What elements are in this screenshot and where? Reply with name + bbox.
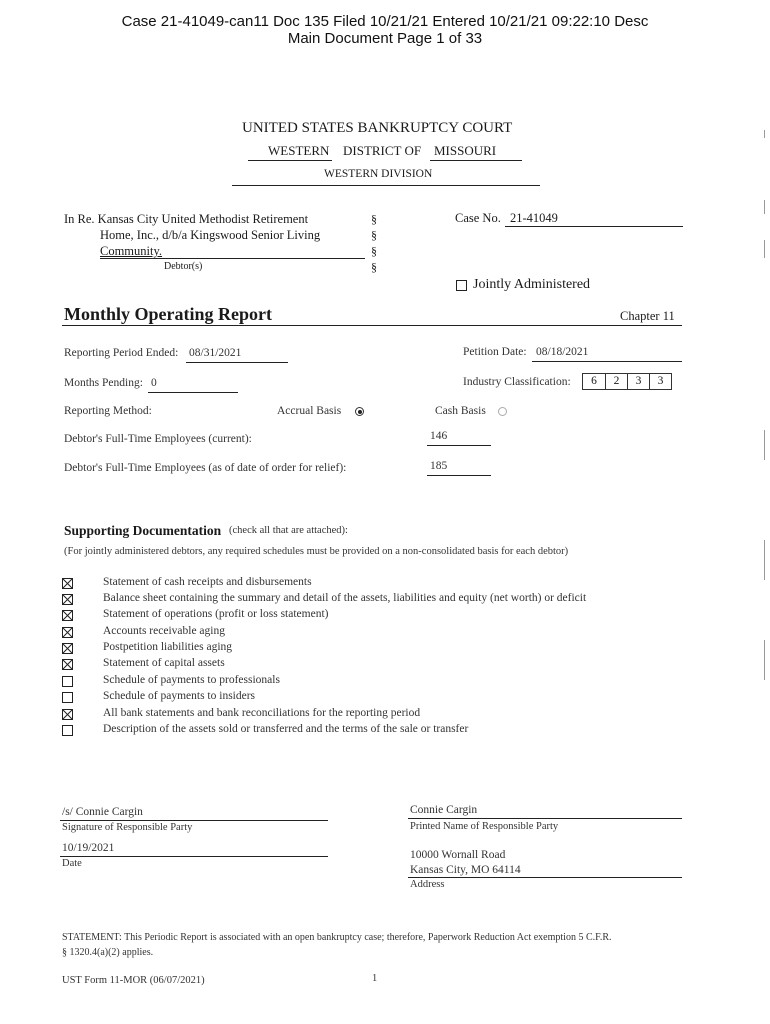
section-symbol-2: § — [371, 228, 377, 242]
checklist-item-label: All bank statements and bank reconciliations for the reporting period — [103, 707, 421, 719]
district-label: DISTRICT OF — [343, 143, 422, 158]
form-id: UST Form 11-MOR (06/07/2021) — [62, 975, 205, 986]
method-label: Reporting Method: — [64, 405, 152, 417]
jointly-administered-label: Jointly Administered — [473, 277, 591, 292]
industry-digit-2: 2 — [605, 374, 627, 389]
checklist-checkbox[interactable] — [62, 725, 73, 736]
debtor-name-line2: Home, Inc., d/b/a Kingswood Senior Living — [100, 228, 321, 242]
ft-relief-underline — [427, 475, 491, 476]
ft-relief-value: 185 — [430, 460, 448, 472]
checklist-checkbox[interactable] — [62, 594, 73, 605]
period-value: 08/31/2021 — [189, 347, 242, 359]
scan-mark — [764, 540, 765, 580]
page-number: 1 — [372, 973, 378, 984]
cash-radio[interactable] — [498, 407, 507, 416]
section-symbol-4: § — [371, 260, 377, 274]
debtor-name-line3: Community. — [100, 244, 163, 258]
industry-digit-4: 3 — [649, 374, 671, 389]
scan-mark — [764, 240, 765, 258]
checklist-checkbox[interactable] — [62, 610, 73, 621]
jointly-administered-checkbox[interactable] — [456, 280, 467, 291]
months-underline — [148, 392, 238, 393]
district-name: WESTERN — [268, 143, 330, 158]
scan-mark — [764, 200, 765, 214]
statement-line1: STATEMENT: This Periodic Report is associated with an open bankruptcy case; therefore, Paperwork Reduction Act exemption 5 C.F.R. — [62, 932, 612, 943]
checklist-checkbox[interactable] — [62, 692, 73, 703]
chapter-label: Chapter 11 — [620, 309, 675, 323]
checklist-item-label: Schedule of payments to insiders — [103, 690, 256, 702]
period-underline — [186, 362, 288, 363]
checklist-item-label: Postpetition liabilities aging — [103, 641, 233, 653]
checklist-checkbox[interactable] — [62, 627, 73, 638]
date-line — [60, 856, 328, 857]
printed-name-line — [408, 818, 682, 819]
checklist-checkbox[interactable] — [62, 659, 73, 670]
period-label: Reporting Period Ended: — [64, 347, 179, 359]
division-underline — [232, 185, 540, 186]
checklist-item-label: Statement of operations (profit or loss statement) — [103, 608, 329, 620]
section-symbol-1: § — [371, 212, 377, 226]
industry-digit-3: 3 — [627, 374, 649, 389]
date-value: 10/19/2021 — [62, 842, 115, 854]
ecf-header-line2: Main Document Page 1 of 33 — [287, 30, 483, 47]
division-label: WESTERN DIVISION — [324, 168, 433, 180]
scan-mark — [764, 430, 765, 460]
supporting-title: Supporting Documentation — [64, 523, 222, 538]
checklist-item-label: Accounts receivable aging — [103, 625, 225, 637]
signature-label: Signature of Responsible Party — [62, 822, 193, 833]
accrual-radio[interactable] — [355, 407, 364, 416]
signature-value: /s/ Connie Cargin — [62, 806, 143, 818]
district-state-underline — [430, 160, 522, 161]
case-no-underline — [505, 226, 683, 227]
ft-current-underline — [427, 445, 491, 446]
ft-relief-label: Debtor's Full-Time Employees (as of date of order for relief): — [64, 462, 347, 474]
address-label: Address — [410, 879, 445, 890]
checklist-checkbox[interactable] — [62, 643, 73, 654]
address-line2: Kansas City, MO 64114 — [410, 864, 521, 876]
case-no-label: Case No. — [455, 211, 501, 225]
industry-label: Industry Classification: — [463, 376, 571, 388]
checklist-item-label: Statement of capital assets — [103, 657, 225, 669]
ft-current-label: Debtor's Full-Time Employees (current): — [64, 433, 252, 445]
supporting-note: (check all that are attached): — [229, 525, 348, 536]
accrual-label: Accrual Basis — [277, 405, 342, 417]
ecf-header-line1: Case 21-41049-can11 Doc 135 Filed 10/21/21 Entered 10/21/21 09:22:10 Desc — [121, 13, 649, 30]
petition-label: Petition Date: — [463, 346, 527, 358]
months-label: Months Pending: — [64, 377, 143, 389]
case-no-value: 21-41049 — [510, 211, 558, 225]
industry-digit-1: 6 — [591, 375, 597, 387]
petition-value: 08/18/2021 — [536, 346, 589, 358]
title-rule — [62, 325, 682, 326]
district-name-underline — [248, 160, 332, 161]
in-re-line: In Re. Kansas City United Methodist Retirement — [64, 212, 309, 226]
cash-label: Cash Basis — [435, 405, 486, 417]
supporting-subnote: (For jointly administered debtors, any required schedules must be provided on a non-consolidated basis for each debtor) — [64, 546, 569, 557]
checklist-checkbox[interactable] — [62, 709, 73, 720]
scan-mark — [764, 640, 765, 680]
checklist-item-label: Schedule of payments to professionals — [103, 674, 280, 686]
report-title: Monthly Operating Report — [64, 304, 272, 324]
checklist-item-label: Balance sheet containing the summary and detail of the assets, liabilities and equity (net worth) or deficit — [103, 592, 587, 604]
date-label: Date — [62, 858, 82, 869]
statement-line2: § 1320.4(a)(2) applies. — [62, 947, 154, 958]
section-symbol-3: § — [371, 244, 377, 258]
address-line1: 10000 Wornall Road — [410, 849, 506, 861]
checklist-item-label: Description of the assets sold or transferred and the terms of the sale or transfer — [103, 723, 469, 735]
petition-underline — [532, 361, 682, 362]
debtor-underline — [100, 258, 365, 259]
industry-code-boxes — [582, 373, 672, 390]
district-state: MISSOURI — [434, 143, 497, 158]
checklist-checkbox[interactable] — [62, 676, 73, 687]
months-value: 0 — [151, 377, 157, 389]
checklist-checkbox[interactable] — [62, 578, 73, 589]
court-title: UNITED STATES BANKRUPTCY COURT — [242, 120, 513, 136]
checklist-item-label: Statement of cash receipts and disbursements — [103, 576, 312, 588]
debtor-label: Debtor(s) — [164, 261, 203, 272]
scan-mark — [764, 130, 765, 138]
address-line — [408, 877, 682, 878]
printed-name-label: Printed Name of Responsible Party — [410, 821, 559, 832]
printed-name-value: Connie Cargin — [410, 804, 478, 816]
signature-line — [60, 820, 328, 821]
ft-current-value: 146 — [430, 430, 448, 442]
